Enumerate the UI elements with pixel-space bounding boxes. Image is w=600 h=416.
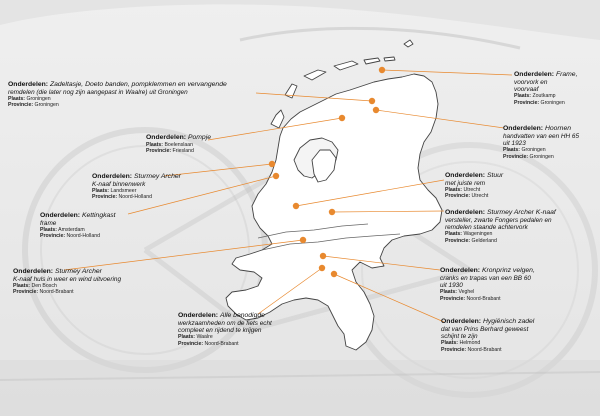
provincie-value: Noord-Brabant: [204, 340, 239, 347]
leader-line-sturmey-huls: [64, 240, 303, 270]
plaats-key: Plaats:: [514, 93, 532, 100]
plaats-key: Plaats:: [441, 340, 459, 347]
annotation-zadel: [441, 318, 581, 353]
annotation-kettingkast: [40, 212, 170, 239]
onderdelen-key: Onderdelen:: [440, 267, 481, 274]
annotation-zadeltasje: [8, 81, 308, 108]
onderdelen-value: Hygiënisch zadel: [482, 318, 535, 325]
location-marker-hoornen[interactable]: [373, 107, 379, 113]
plaats-value: Helmond: [459, 340, 481, 347]
provincie-key: Provincie:: [40, 233, 66, 240]
onderdelen-key: Onderdelen:: [40, 212, 81, 219]
plaats-key: Plaats:: [445, 187, 463, 193]
onderdelen-key: Onderdelen:: [441, 318, 482, 325]
location-marker-pompje[interactable]: [339, 115, 345, 121]
leader-line-zadel: [334, 274, 444, 322]
provincie-key: Provincie:: [8, 102, 34, 109]
location-marker-kronprinz[interactable]: [320, 253, 326, 259]
plaats-key: Plaats:: [92, 188, 110, 194]
provincie-value: Noord-Holland: [118, 194, 152, 201]
plaats-key: Plaats:: [13, 283, 31, 289]
annotation-sturmey-binnenwerk: [92, 173, 222, 200]
onderdelen-value-2: K-naaf binnenwerk: [92, 180, 146, 188]
onderdelen-key: Onderdelen:: [445, 209, 486, 216]
onderdelen-value: Kettingkast: [81, 212, 116, 219]
onderdelen-value-3: schijnt te zijn: [441, 333, 478, 340]
location-marker-stuur[interactable]: [293, 203, 299, 209]
annotation-sturmey-versteller: [445, 209, 598, 244]
plaats-value: Landsmeer: [110, 188, 137, 194]
onderdelen-value: Kronprinz velgen,: [481, 267, 535, 274]
plaats-value: Veghel: [458, 289, 475, 296]
leader-line-gereedschap: [258, 268, 322, 314]
provincie-value: Groningen: [34, 102, 59, 109]
leader-line-hoornen: [376, 110, 504, 128]
onderdelen-value: Alle benodigde: [219, 312, 265, 319]
location-marker-kettingkast[interactable]: [273, 173, 279, 179]
provincie-key: Provincie:: [441, 346, 467, 353]
plaats-value: Den Bosch: [31, 283, 57, 289]
provincie-value: Utrecht: [471, 193, 489, 200]
onderdelen-key: Onderdelen:: [92, 173, 133, 180]
onderdelen-value-3: remdelen staande achtervork: [445, 224, 528, 231]
provincie-value: Noord-Holland: [66, 233, 100, 240]
plaats-value: Amsterdam: [58, 227, 85, 233]
onderdelen-key: Onderdelen:: [178, 312, 219, 319]
annotation-hoornen: [503, 125, 598, 160]
onderdelen-value-2: remdelen (die later nog zijn aangepast in Waalre) uit Groningen: [8, 88, 188, 96]
annotation-pompje: [146, 134, 266, 154]
plaats-key: Plaats:: [146, 141, 164, 148]
onderdelen-value-2: handvatten van een HH 65: [503, 132, 580, 140]
onderdelen-value-2: werkzaamheden om de fiets echt: [178, 319, 272, 327]
onderdelen-value-3: compleet en rijdend te krijgen: [178, 327, 262, 334]
provincie-value: Groningen: [540, 99, 565, 106]
onderdelen-value-2: dat van Prins Berhard geweest: [441, 325, 529, 333]
provincie-value: Noord-Brabant: [466, 295, 501, 302]
onderdelen-value: Sturmey Archer: [54, 268, 102, 275]
onderdelen-key: Onderdelen:: [514, 71, 555, 78]
plaats-key: Plaats:: [40, 227, 58, 233]
plaats-value: Wageningen: [463, 231, 493, 238]
location-marker-sturmey-huls[interactable]: [300, 237, 306, 243]
onderdelen-value-3: uit 1923: [503, 140, 526, 147]
plaats-key: Plaats:: [440, 289, 458, 296]
plaats-key: Plaats:: [8, 96, 26, 102]
onderdelen-key: Onderdelen:: [146, 134, 187, 141]
provincie-key: Provincie:: [445, 193, 471, 200]
provincie-key: Provincie:: [178, 340, 204, 347]
provincie-key: Provincie:: [146, 147, 172, 154]
annotation-stuur: [445, 172, 565, 199]
location-marker-frame-voorvork[interactable]: [379, 67, 385, 73]
plaats-key: Plaats:: [178, 334, 196, 341]
plaats-value: Waalre: [196, 334, 213, 341]
onderdelen-value: Frame,: [555, 71, 578, 78]
provincie-key: Provincie:: [92, 194, 118, 201]
provincie-key: Provincie:: [440, 295, 466, 302]
onderdelen-value-2: frame: [40, 219, 57, 227]
location-marker-zadel[interactable]: [331, 271, 337, 277]
provincie-key: Provincie:: [445, 237, 471, 244]
onderdelen-value-3: voorvaaf: [514, 86, 539, 93]
plaats-key: Plaats:: [445, 231, 463, 238]
onderdelen-key: Onderdelen:: [445, 172, 486, 179]
onderdelen-value: Sturmey Archer: [133, 173, 181, 180]
provincie-value: Noord-Brabant: [39, 289, 74, 296]
location-marker-zadeltasje[interactable]: [369, 98, 375, 104]
annotation-frame-voorvork: [514, 71, 598, 106]
onderdelen-key: Onderdelen:: [13, 268, 54, 275]
location-marker-gereedschap[interactable]: [319, 265, 325, 271]
annotation-kronprinz: [440, 267, 570, 302]
plaats-value: Zoutkamp: [532, 93, 556, 100]
provincie-value: Gelderland: [471, 237, 497, 244]
plaats-value: Groningen: [26, 96, 51, 102]
provincie-value: Groningen: [529, 153, 554, 160]
onderdelen-value-2: met juiste rem: [445, 179, 486, 187]
leader-line-stuur: [296, 180, 444, 206]
plaats-value: Utrecht: [463, 187, 481, 193]
onderdelen-key: Onderdelen:: [503, 125, 544, 132]
leader-line-sturmey-versteller: [332, 211, 444, 212]
leader-line-frame-voorvork: [382, 70, 512, 75]
onderdelen-value: Hoornen: [544, 125, 572, 132]
provincie-value: Noord-Brabant: [467, 346, 502, 353]
location-marker-sturmey-binnenwerk[interactable]: [269, 161, 275, 167]
provincie-key: Provincie:: [13, 289, 39, 296]
plaats-value: Groningen: [521, 147, 546, 154]
plaats-value: Boelenslaan: [164, 141, 194, 148]
provincie-key: Provincie:: [503, 153, 529, 160]
onderdelen-value: Sturmey Archer K-naaf: [486, 209, 556, 216]
onderdelen-value-3: uit 1930: [440, 282, 463, 289]
plaats-key: Plaats:: [503, 147, 521, 154]
onderdelen-key: Onderdelen:: [8, 81, 49, 88]
onderdelen-value-2: K-naaf huls in weer en wind uitvoering: [13, 275, 121, 283]
provincie-value: Friesland: [172, 147, 194, 154]
onderdelen-value-2: voorvork en: [514, 78, 548, 86]
onderdelen-value-2: versteller, zwarte Fongers pedalen en: [445, 216, 552, 224]
provincie-key: Provincie:: [514, 99, 540, 106]
location-marker-sturmey-versteller[interactable]: [329, 209, 335, 215]
annotation-sturmey-huls: [13, 268, 198, 295]
leader-line-kronprinz: [323, 256, 440, 270]
annotation-werkzaamheden: [178, 312, 298, 347]
onderdelen-value: Zadeltasje, Doeto banden, pompklemmen en vervangende: [49, 81, 227, 88]
onderdelen-value: Pompje: [187, 134, 211, 141]
onderdelen-value: Stuur: [486, 172, 504, 179]
onderdelen-value-2: cranks en trapas van een BB 60: [440, 274, 531, 282]
